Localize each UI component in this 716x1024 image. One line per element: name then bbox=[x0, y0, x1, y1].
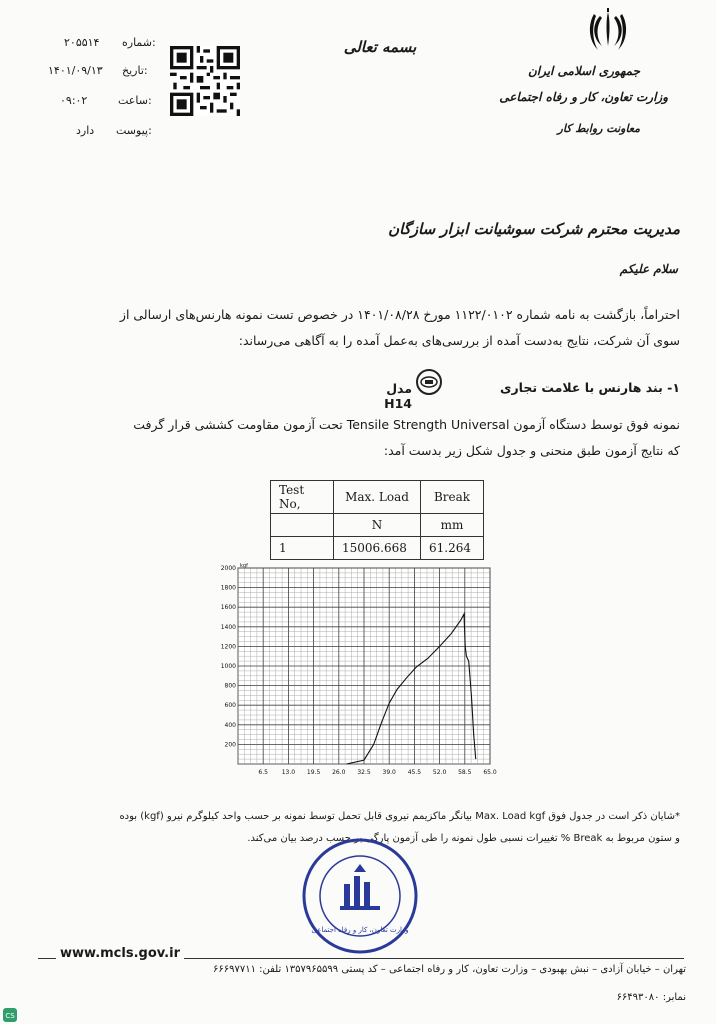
attachment-label: پیوست: bbox=[116, 124, 152, 137]
x-tick-label: 65.0 bbox=[483, 769, 497, 776]
iran-emblem-icon bbox=[586, 6, 630, 56]
table-unit-cell: N bbox=[334, 514, 421, 537]
footer-address: تهران – خیابان آزادی – نبش بهبودی – وزارت تعاون، کار و رفاه اجتماعی – کد پستی ۱۳۵۷۹۶۵۵۹۹ تلفن: ۶۶۶۹۷۷۱۱ bbox=[212, 964, 686, 975]
x-tick-label: 6.5 bbox=[258, 769, 268, 776]
item-title: ۱- بند هارنس با علامت تجاری bbox=[500, 380, 680, 395]
x-tick-label: 13.0 bbox=[281, 769, 296, 776]
table-header-cell: Max. Load bbox=[334, 481, 421, 514]
y-tick-label: 1800 bbox=[220, 584, 236, 592]
test-line-1: نمونه فوق توسط دستگاه آزمون Tensile Strength Universal تحت آزمون مقاومت کششی قرار گرفت bbox=[133, 417, 680, 432]
intro-line-1: احتراماً، بازگشت به نامه شماره ۱۱۲۲/۰۱۰۲ مورخ ۱۴۰۱/۰۸/۲۸ در خصوص تست نمونه هارنس‌های ارسالی از bbox=[119, 307, 680, 322]
x-tick-label: 32.5 bbox=[357, 769, 371, 776]
table-cell: 61.264 bbox=[421, 537, 484, 560]
y-tick-label: 1600 bbox=[220, 604, 236, 612]
table-cell: 15006.668 bbox=[334, 537, 421, 560]
intro-line-2: سوی آن شرکت، نتایج به‌دست آمده از بررسی‌های به‌عمل آمده را به آگاهی می‌رساند: bbox=[238, 333, 680, 348]
y-tick-label: 1000 bbox=[220, 663, 236, 670]
note-line-1: *شایان ذکر است در جدول فوق Max. Load kgf بیانگر ماکزیمم نیروی قابل تحمل توسط نمونه بر حسب واحد کیلوگرم نیرو (kgf) بوده bbox=[119, 811, 680, 822]
bismillah: بسمه تعالی bbox=[343, 38, 417, 56]
note-line-2: و ستون مربوط به Break % تغییرات نسبی طول نمونه را طی آزمون پارگی بر حسب درصد بیان می‌کند. bbox=[247, 833, 680, 844]
addressee: مدیریت محترم شرکت سوشیانت ابزار سازگان bbox=[388, 220, 680, 238]
country-name: جمهوری اسلامی ایران bbox=[527, 64, 640, 78]
time-value: ۰۹:۰۲ bbox=[60, 94, 88, 107]
brand-logo-icon bbox=[415, 368, 443, 396]
y-tick-label: 600 bbox=[224, 702, 236, 710]
y-tick-label: 1200 bbox=[220, 643, 236, 651]
table-row bbox=[271, 537, 484, 560]
table-unit-cell: mm bbox=[421, 514, 484, 537]
x-tick-label: 58.5 bbox=[458, 769, 472, 776]
x-tick-label: 26.0 bbox=[332, 769, 346, 776]
date-label: تاریخ: bbox=[122, 64, 148, 77]
x-tick-label: 52.0 bbox=[432, 769, 447, 776]
date-value: ۱۴۰۱/۰۹/۱۳ bbox=[48, 64, 103, 77]
time-label: ساعت: bbox=[118, 94, 152, 107]
test-line-2: که نتایج آزمون طبق منحنی و جدول شکل زیر بدست آمد: bbox=[383, 443, 680, 458]
y-tick-label: 200 bbox=[224, 741, 236, 749]
table-header-row bbox=[271, 481, 484, 514]
greeting: سلام علیکم bbox=[619, 262, 678, 276]
table-cell: 1 bbox=[271, 537, 334, 560]
ministry-name: وزارت تعاون، کار و رفاه اجتماعی bbox=[499, 90, 668, 104]
y-axis-unit-label: kgf bbox=[240, 563, 248, 569]
y-tick-label: 1400 bbox=[220, 623, 236, 631]
x-tick-label: 39.0 bbox=[382, 769, 396, 776]
y-tick-label: 400 bbox=[224, 721, 236, 729]
footer-fax: نمابر: ۶۶۴۹۳۰۸۰ bbox=[616, 992, 686, 1003]
number-value: ۲۰۵۵۱۴ bbox=[64, 36, 100, 49]
scanner-badge-icon bbox=[3, 1008, 17, 1022]
svg-text:CS: CS bbox=[5, 1012, 15, 1020]
y-tick-label: 800 bbox=[224, 682, 236, 690]
x-tick-label: 45.5 bbox=[407, 769, 422, 776]
results-table bbox=[270, 480, 484, 560]
stamp-text: وزارت تعاون، کار و رفاه اجتماعی bbox=[311, 926, 409, 934]
number-label: شماره: bbox=[122, 36, 156, 49]
table-header-cell: Test No, bbox=[271, 481, 334, 514]
table-unit-row bbox=[271, 514, 484, 537]
tensile-chart bbox=[212, 560, 512, 790]
qr-code bbox=[170, 46, 240, 116]
deputy-name: معاونت روابط کار bbox=[557, 122, 640, 135]
attachment-value: دارد bbox=[76, 124, 95, 137]
table-unit-cell bbox=[271, 514, 334, 537]
model-label: مدل H14 bbox=[384, 381, 412, 411]
y-tick-label: 2000 bbox=[220, 565, 236, 572]
website-link[interactable]: www.mcls.gov.ir bbox=[56, 946, 184, 961]
ministry-stamp bbox=[300, 836, 420, 956]
table-header-cell: Break bbox=[421, 481, 484, 514]
x-tick-label: 19.5 bbox=[306, 769, 321, 776]
